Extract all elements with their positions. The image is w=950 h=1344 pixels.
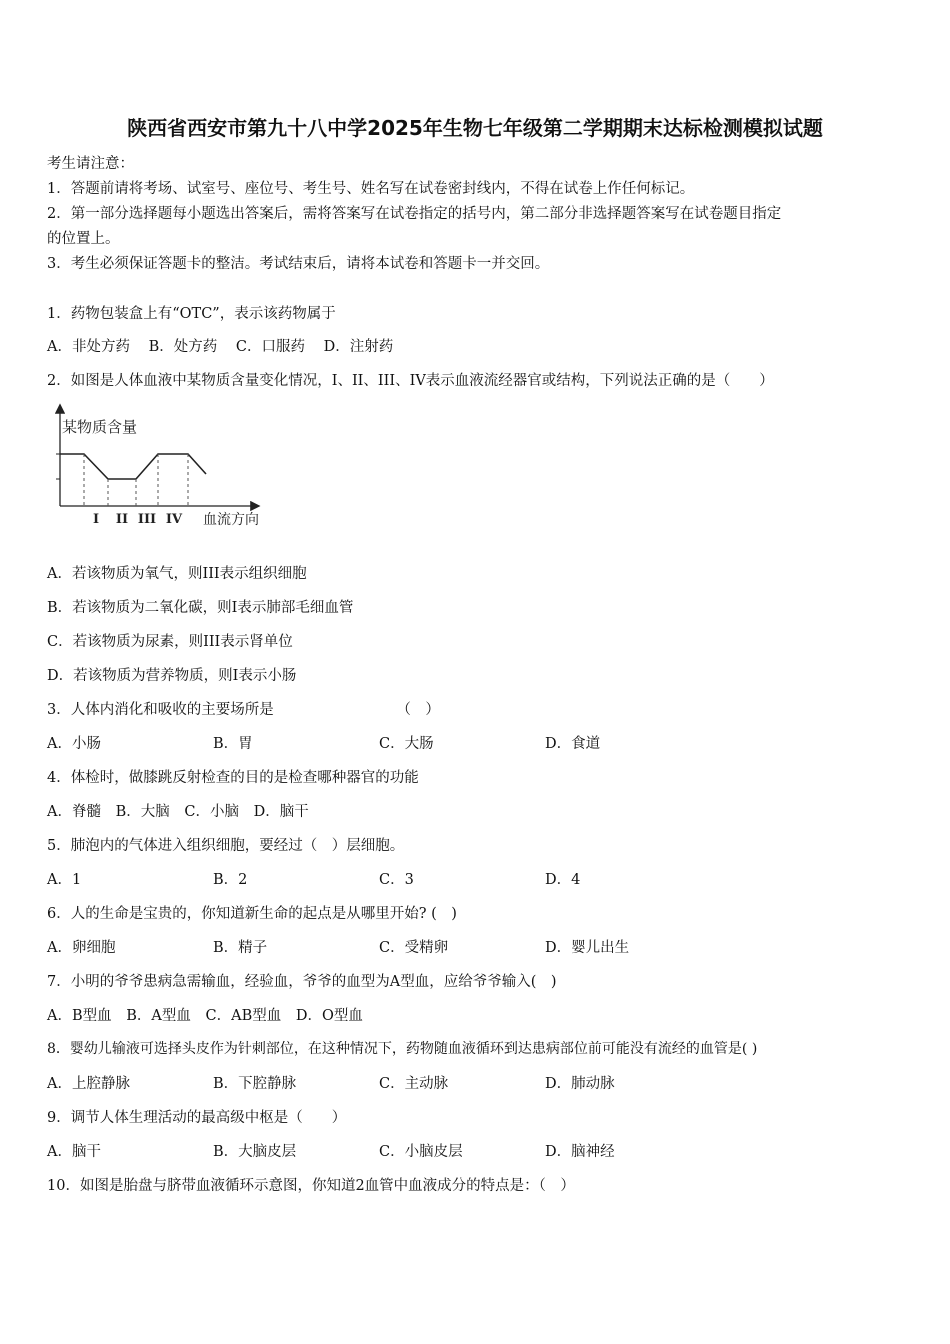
x-tick-label-3: III	[137, 512, 157, 527]
q4-option-a[interactable]: A．脊髓	[47, 804, 101, 820]
question-3-options	[47, 732, 711, 753]
q6-option-b[interactable]: B．精子	[213, 940, 268, 956]
chart-xlabel: 血流方向	[203, 512, 259, 528]
q1-option-a[interactable]: A．非处方药	[47, 339, 130, 355]
question-4-options	[47, 800, 309, 821]
question-7-stem: 7．小明的爷爷患病急需输血，经验血，爷爷的血型为A型血，应给爷爷输入( )	[47, 974, 557, 990]
x-tick-label-1: I	[92, 512, 100, 527]
q2-option-c[interactable]: C．若该物质为尿素，则III表示肾单位	[47, 634, 293, 650]
q6-option-a[interactable]: A．卵细胞	[47, 940, 116, 956]
q7-option-a[interactable]: A．B型血	[47, 1008, 112, 1024]
notice-heading: 考生请注意：	[47, 156, 134, 172]
notice-item-3: 3．考生必须保证答题卡的整洁。考试结束后，请将本试卷和答题卡一并交回。	[47, 256, 550, 272]
question-9-stem: 9．调节人体生理活动的最高级中枢是（ ）	[47, 1110, 347, 1126]
q8-option-c[interactable]: C．主动脉	[379, 1076, 449, 1092]
q2-option-d[interactable]: D．若该物质为营养物质，则I表示小肠	[47, 668, 297, 684]
content-curve	[60, 454, 206, 479]
question-4-stem: 4．体检时，做膝跳反射检查的目的是检查哪种器官的功能	[47, 770, 419, 786]
q7-option-c[interactable]: C．AB型血	[205, 1008, 282, 1024]
q3-option-a[interactable]: A．小肠	[47, 736, 101, 752]
q2-option-a[interactable]: A．若该物质为氧气，则III表示组织细胞	[47, 566, 307, 582]
q4-option-d[interactable]: D．脑干	[253, 804, 309, 820]
chart-ylabel: 某物质含量	[62, 418, 138, 436]
q3-option-d[interactable]: D．食道	[545, 736, 601, 752]
question-8-options	[47, 1072, 711, 1093]
question-8-stem: 8．婴幼儿输液可选择头皮作为针刺部位，在这种情况下，药物随血液循环到达患病部位前可能没有流经的血管是( )	[47, 1041, 758, 1057]
q9-option-d[interactable]: D．脑神经	[545, 1144, 615, 1160]
q1-option-b[interactable]: B．处方药	[148, 339, 218, 355]
q3-stem-text: 3．人体内消化和吸收的主要场所是	[47, 702, 274, 718]
question-6-options	[47, 936, 711, 957]
q5-option-a[interactable]: A．1	[47, 872, 82, 888]
question-1-stem: 1．药物包装盒上有“OTC”，表示该药物属于	[47, 306, 336, 322]
q8-option-b[interactable]: B．下腔静脉	[213, 1076, 297, 1092]
q5-option-d[interactable]: D．4	[545, 872, 581, 888]
q8-option-d[interactable]: D．肺动脉	[545, 1076, 615, 1092]
question-2-stem: 2．如图是人体血液中某物质含量变化情况，I、II、III、IV表示血液流经器官或结构，下列说法正确的是（ ）	[47, 373, 774, 389]
q5-option-b[interactable]: B．2	[213, 872, 248, 888]
q4-option-b[interactable]: B．大脑	[115, 804, 170, 820]
question-10-stem: 10．如图是胎盘与脐带血液循环示意图，你知道2血管中血液成分的特点是：（ ）	[47, 1178, 575, 1194]
x-tick-label-2: II	[115, 512, 129, 527]
q6-option-d[interactable]: D．婴儿出生	[545, 940, 630, 956]
q3-option-b[interactable]: B．胃	[213, 736, 253, 752]
q1-option-c[interactable]: C．口服药	[235, 339, 305, 355]
q5-option-c[interactable]: C．3	[379, 872, 414, 888]
q2-option-b[interactable]: B．若该物质为二氧化碳，则I表示肺部毛细血管	[47, 600, 354, 616]
notice-item-1: 1．答题前请将考场、试室号、座位号、考生号、姓名写在试卷密封线内，不得在试卷上作任何标记。	[47, 181, 695, 197]
q3-answer-bracket: （ ）	[396, 702, 440, 718]
q7-option-b[interactable]: B．A型血	[126, 1008, 191, 1024]
q9-option-a[interactable]: A．脑干	[47, 1144, 101, 1160]
notice-item-2-cont: 的位置上。	[47, 231, 120, 247]
question-5-options	[47, 868, 711, 889]
question-3-stem	[47, 698, 440, 719]
q6-option-c[interactable]: C．受精卵	[379, 940, 449, 956]
q4-option-c[interactable]: C．小脑	[184, 804, 239, 820]
q3-option-c[interactable]: C．大肠	[379, 736, 434, 752]
notice-item-2: 2．第一部分选择题每小题选出答案后，需将答案写在试卷指定的括号内，第二部分非选择题答案写在试卷题目指定	[47, 206, 782, 222]
page-title: 陕西省西安市第九十八中学2025年生物七年级第二学期期末达标检测模拟试题	[127, 116, 823, 140]
question-7-options	[47, 1004, 363, 1025]
q1-option-d[interactable]: D．注射药	[323, 339, 394, 355]
question-5-stem: 5．肺泡内的气体进入组织细胞，要经过（ ）层细胞。	[47, 838, 405, 854]
chart-svg	[40, 396, 290, 536]
q8-option-a[interactable]: A．上腔静脉	[47, 1076, 130, 1092]
substance-content-chart	[40, 396, 290, 536]
x-tick-label-4: IV	[165, 512, 183, 527]
question-6-stem: 6．人的生命是宝贵的，你知道新生命的起点是从哪里开始? ( )	[47, 906, 457, 922]
q9-option-b[interactable]: B．大脑皮层	[213, 1144, 297, 1160]
q7-option-d[interactable]: D．O型血	[295, 1008, 363, 1024]
question-1-options	[47, 335, 393, 356]
q9-option-c[interactable]: C．小脑皮层	[379, 1144, 463, 1160]
question-9-options	[47, 1140, 711, 1161]
